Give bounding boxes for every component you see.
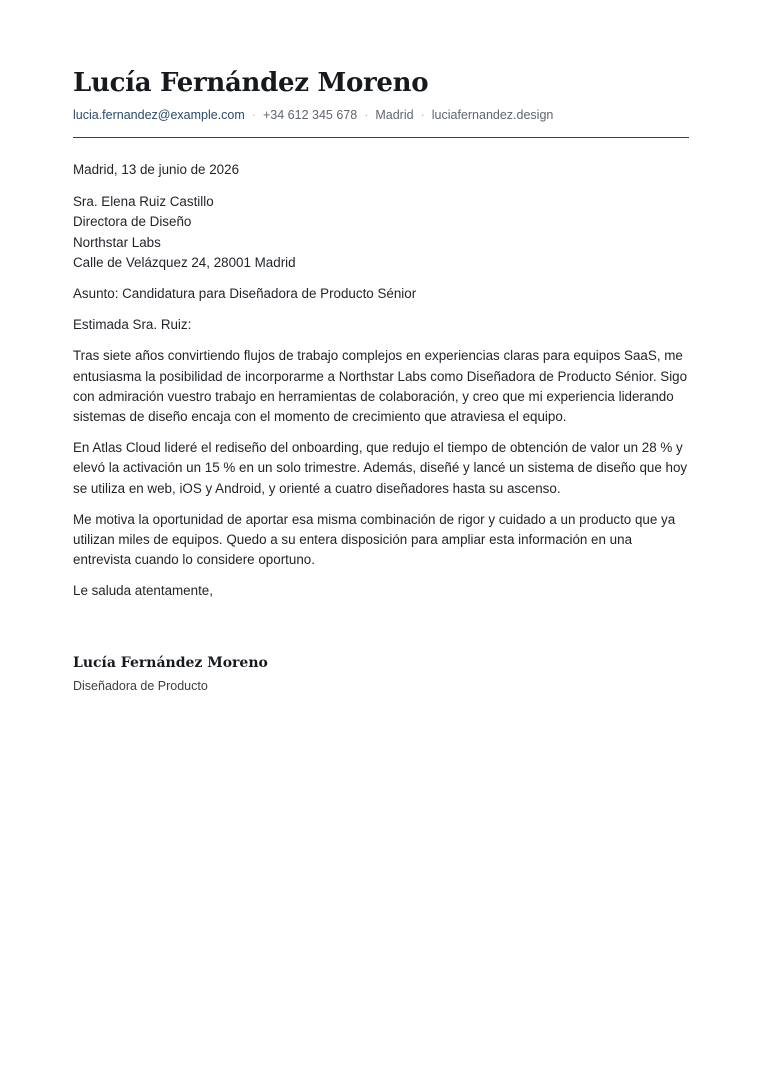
body-paragraph: Tras siete años convirtiendo flujos de trabajo complejos en experiencias claras para equipos SaaS, me entusiasma la posibilidad de incorporarme a Northstar Labs como Diseñadora de Producto Sénior. Sigo con admiración vuestro trabajo en herramientas de colaboración, y creo que mi experiencia liderando sistemas de diseño encaja con el momento de crecimiento que atraviesa el equipo.	[73, 348, 688, 424]
body-paragraph: En Atlas Cloud lideré el rediseño del onboarding, que redujo el tiempo de obtención de valor un 28 % y elevó la activación un 15 % en un solo trimestre. Además, diseñé y lancé un sistema de diseño que hoy se utiliza en web, iOS y Android, y orienté a cuatro diseñadores hasta su ascenso.	[73, 440, 688, 496]
website-link[interactable]: luciafernandez.design	[431, 108, 554, 122]
letter-body	[73, 160, 689, 602]
recipient-address: Calle de Velázquez 24, 28001 Madrid	[73, 254, 296, 270]
email-link[interactable]: lucia.fernandez@example.com	[73, 108, 245, 122]
recipient-title: Directora de Diseño	[73, 214, 192, 230]
phone-number: +34 612 345 678	[262, 108, 358, 122]
separator: ·	[251, 108, 256, 122]
recipient-company: Northstar Labs	[73, 234, 161, 250]
recipient-name: Sra. Elena Ruiz Castillo	[73, 194, 214, 210]
letter-date: Madrid, 13 de junio de 2026	[73, 162, 240, 177]
recipient-block	[73, 192, 689, 273]
city: Madrid	[375, 108, 414, 122]
separator: ·	[420, 108, 425, 122]
signature-name: Lucía Fernández Moreno	[73, 655, 268, 671]
separator: ·	[364, 108, 369, 122]
signature-role: Diseñadora de Producto	[73, 679, 208, 693]
letter-greeting: Estimada Sra. Ruiz:	[73, 317, 192, 333]
letter-closing: Le saluda atentamente,	[73, 583, 213, 599]
sender-name: Lucía Fernández Moreno	[73, 68, 429, 98]
letter-subject: Asunto: Candidatura para Diseñadora de Producto Sénior	[73, 285, 417, 301]
header-divider	[73, 137, 689, 138]
contact-line	[73, 108, 553, 122]
body-paragraph: Me motiva la oportunidad de aportar esa misma combinación de rigor y cuidado a un producto que ya utilizan miles de equipos. Quedo a su entera disposición para ampliar esta información en una entrevista cuando lo considere oportuno.	[73, 511, 676, 568]
